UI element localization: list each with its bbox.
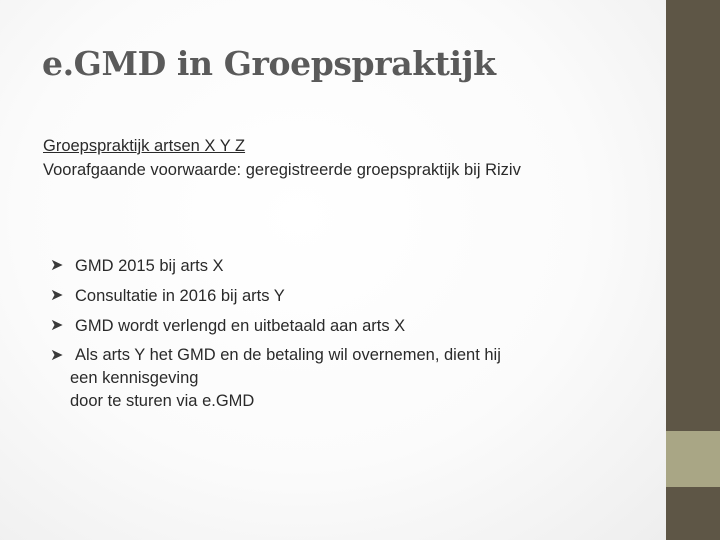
bullet-text: Consultatie in 2016 bij arts Y — [75, 287, 285, 305]
intro-block — [43, 134, 623, 182]
bullet-text-continuation: door te sturen via e.GMD — [70, 392, 255, 410]
list-item — [50, 344, 650, 413]
bullet-text: GMD wordt verlengd en uitbetaald aan arts X — [75, 317, 406, 335]
list-item — [50, 284, 650, 308]
side-bar-accent — [666, 431, 720, 487]
arrow-right-icon: ➤ — [50, 287, 64, 304]
arrow-right-icon: ➤ — [50, 347, 64, 364]
bullet-text: GMD 2015 bij arts X — [75, 257, 224, 275]
bullet-list — [50, 254, 650, 419]
arrow-right-icon: ➤ — [50, 257, 64, 274]
arrow-right-icon: ➤ — [50, 317, 64, 334]
slide-title: e.GMD in Groepspraktijk — [42, 44, 496, 83]
precondition-text: Voorafgaande voorwaarde: geregistreerde groepspraktijk bij Riziv — [43, 161, 521, 179]
list-item — [50, 314, 650, 338]
bullet-text: Als arts Y het GMD en de betaling wil overnemen, dient hij — [75, 346, 501, 364]
bullet-text-continuation: een kennisgeving — [70, 369, 199, 387]
slide-subtitle: Groepspraktijk artsen X Y Z — [43, 137, 246, 155]
list-item — [50, 254, 650, 278]
